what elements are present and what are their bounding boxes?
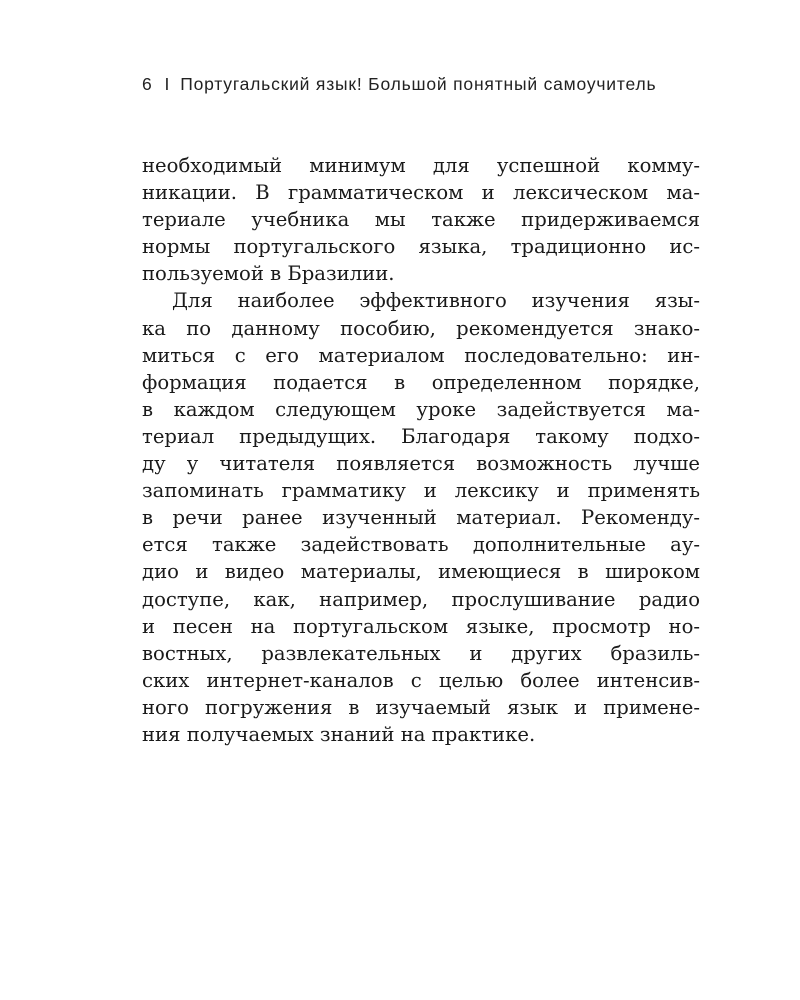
text-line: ских интернет-каналов с целью более интенсив- <box>142 668 700 692</box>
text-line: териале учебника мы также придерживаемся <box>142 208 700 232</box>
header-separator: I <box>164 74 171 94</box>
text-line: миться с его материалом последовательно: ин- <box>142 343 700 367</box>
text-line: Для наиболее эффективного изучения язы- <box>172 289 700 313</box>
text-line: запоминать грамматику и лексику и применять <box>142 479 700 503</box>
text-line: никации. В грамматическом и лексическом ма- <box>142 181 700 205</box>
text-line: формация подается в определенном порядке, <box>142 370 700 394</box>
book-title: Португальский язык! Большой понятный самоучитель <box>180 74 657 94</box>
text-line: в речи ранее изученный материал. Рекоменду- <box>142 506 700 530</box>
running-head <box>142 74 702 95</box>
text-line: востных, развлекательных и других бразиль- <box>142 641 700 665</box>
text-line: доступе, как, например, прослушивание радио <box>142 587 700 611</box>
text-line: ется также задействовать дополнительные ау- <box>142 533 700 557</box>
text-line: ка по данному пособию, рекомендуется знако- <box>142 316 700 340</box>
text-line: дио и видео материалы, имеющиеся в широком <box>142 560 700 584</box>
body-text <box>142 152 700 748</box>
text-line: ного погружения в изучаемый язык и примене- <box>142 695 700 719</box>
text-line: нормы португальского языка, традиционно ис- <box>142 235 700 259</box>
text-line: необходимый минимум для успешной комму- <box>142 154 700 177</box>
text-line: в каждом следующем уроке задействуется ма- <box>142 397 700 421</box>
text-line: и песен на португальском языке, просмотр но- <box>142 614 700 638</box>
text-line: пользуемой в Бразилии. <box>142 262 395 286</box>
page-number: 6 <box>142 74 153 94</box>
text-line: ния получаемых знаний на практике. <box>142 722 536 746</box>
text-line: ду у читателя появляется возможность лучше <box>142 452 700 476</box>
text-line: териал предыдущих. Благодаря такому подхо- <box>142 424 700 448</box>
